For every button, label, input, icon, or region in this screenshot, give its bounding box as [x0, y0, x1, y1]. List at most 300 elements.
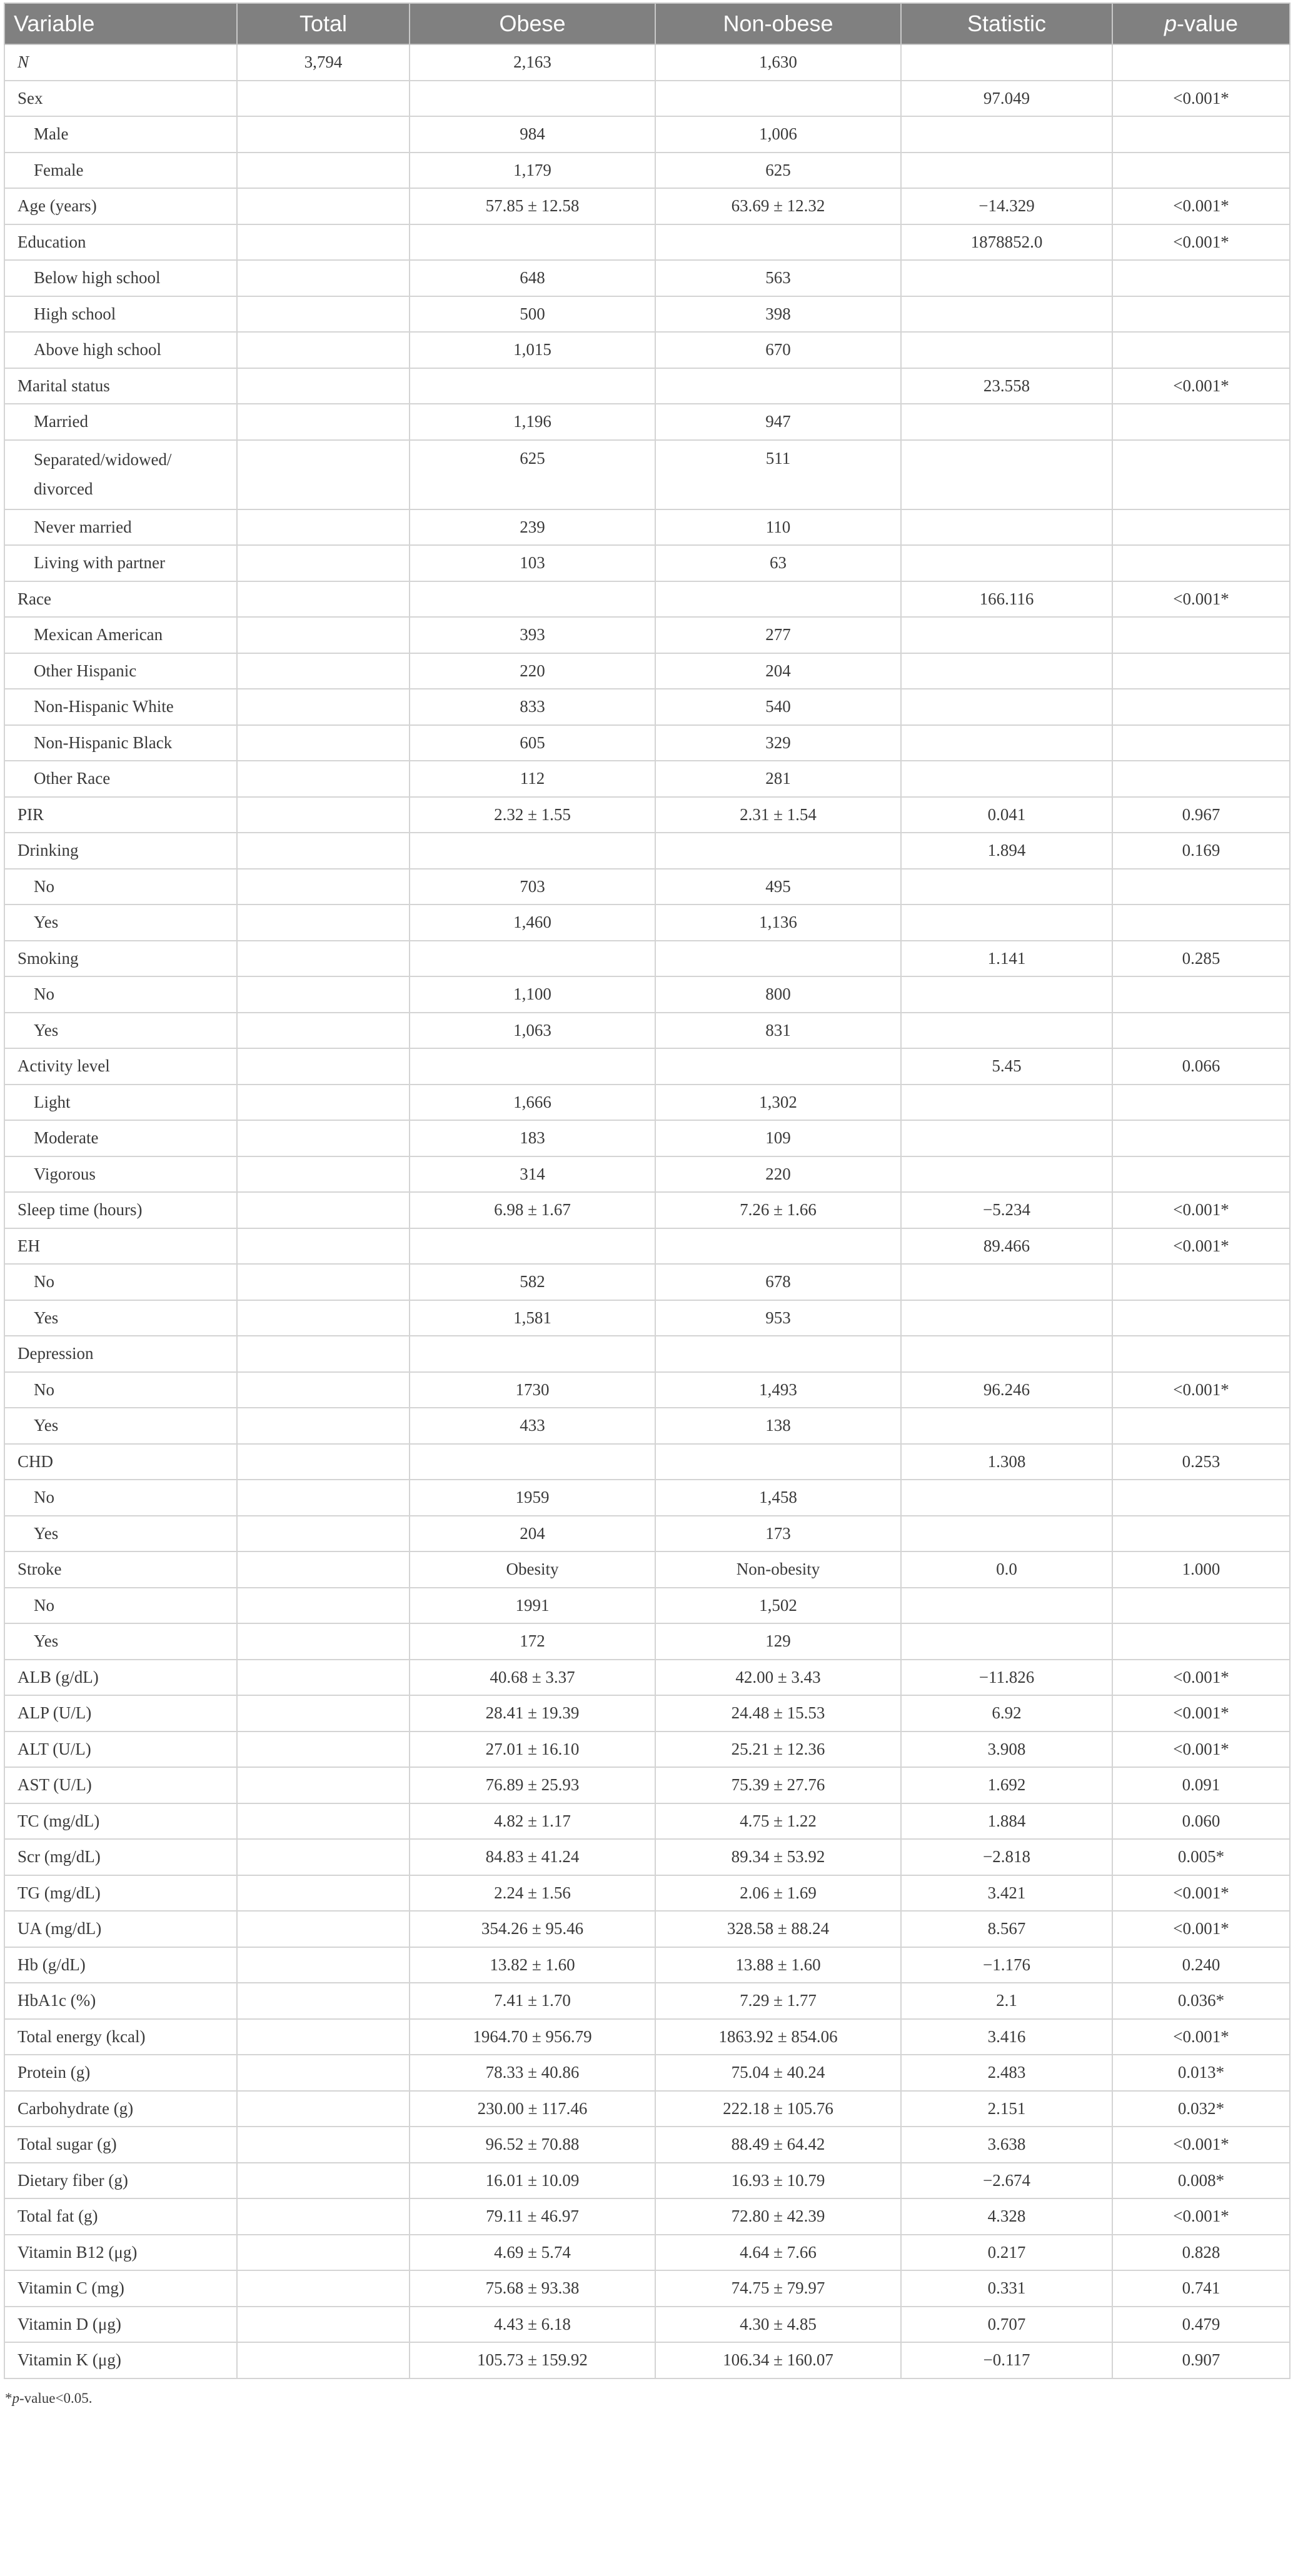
- cell-pvalue: <0.001*: [1112, 81, 1290, 117]
- table-row: [4, 2091, 1290, 2127]
- cell-statistic: 1.141: [901, 941, 1112, 977]
- cell-obese: 76.89 ± 25.93: [410, 1767, 655, 1803]
- cell-total: [237, 2091, 410, 2127]
- cell-pvalue: [1112, 404, 1290, 440]
- table-row: [4, 81, 1290, 117]
- cell-obese: 648: [410, 260, 655, 296]
- cell-nonobese: 16.93 ± 10.79: [655, 2163, 901, 2199]
- table-row: [4, 1013, 1290, 1049]
- cell-statistic: 6.92: [901, 1695, 1112, 1732]
- table-row: [4, 1695, 1290, 1732]
- cell-pvalue: <0.001*: [1112, 2198, 1290, 2235]
- cell-total: [237, 260, 410, 296]
- cell-statistic: 5.45: [901, 1048, 1112, 1085]
- cell-pvalue: 0.967: [1112, 797, 1290, 833]
- cell-variable: Total fat (g): [4, 2198, 237, 2235]
- cell-obese: [410, 1444, 655, 1480]
- cell-pvalue: [1112, 1336, 1290, 1372]
- cell-pvalue: <0.001*: [1112, 2019, 1290, 2055]
- cell-obese: 7.41 ± 1.70: [410, 1983, 655, 2019]
- table-row: [4, 1911, 1290, 1947]
- cell-total: [237, 1264, 410, 1300]
- cell-statistic: [901, 260, 1112, 296]
- table-row: [4, 1480, 1290, 1516]
- cell-total: [237, 617, 410, 653]
- cell-variable: Yes: [4, 1516, 237, 1552]
- cell-nonobese: [655, 368, 901, 404]
- cell-variable: Above high school: [4, 332, 237, 368]
- cell-total: [237, 1085, 410, 1121]
- cell-total: [237, 2307, 410, 2343]
- cell-nonobese: 670: [655, 332, 901, 368]
- cell-statistic: [901, 725, 1112, 761]
- cell-pvalue: [1112, 617, 1290, 653]
- cell-obese: 1730: [410, 1372, 655, 1408]
- cell-statistic: [901, 1013, 1112, 1049]
- cell-variable: Drinking: [4, 833, 237, 869]
- cell-nonobese: Non-obesity: [655, 1551, 901, 1588]
- cell-pvalue: <0.001*: [1112, 581, 1290, 618]
- cell-statistic: [901, 1623, 1112, 1660]
- cell-obese: 984: [410, 116, 655, 153]
- cell-pvalue: 0.066: [1112, 1048, 1290, 1085]
- cell-total: [237, 1732, 410, 1768]
- col-header-statistic: Statistic: [901, 3, 1112, 44]
- cell-nonobese: 138: [655, 1408, 901, 1444]
- cell-obese: 1991: [410, 1588, 655, 1624]
- cell-pvalue: 0.005*: [1112, 1839, 1290, 1875]
- cell-statistic: [901, 332, 1112, 368]
- cell-statistic: [901, 545, 1112, 581]
- cell-pvalue: [1112, 1516, 1290, 1552]
- cell-total: [237, 1408, 410, 1444]
- cell-pvalue: <0.001*: [1112, 368, 1290, 404]
- cell-statistic: [901, 1516, 1112, 1552]
- cell-statistic: 2.151: [901, 2091, 1112, 2127]
- cell-pvalue: 0.032*: [1112, 2091, 1290, 2127]
- cell-pvalue: [1112, 725, 1290, 761]
- col-header-total: Total: [237, 3, 410, 44]
- table-row: [4, 941, 1290, 977]
- cell-obese: 314: [410, 1156, 655, 1193]
- cell-nonobese: 495: [655, 869, 901, 905]
- cell-total: [237, 1156, 410, 1193]
- cell-obese: 204: [410, 1516, 655, 1552]
- table-row: [4, 2055, 1290, 2091]
- pvalue-suffix: -value: [1176, 11, 1239, 36]
- cell-nonobese: 1,493: [655, 1372, 901, 1408]
- cell-variable: No: [4, 1264, 237, 1300]
- cell-total: [237, 905, 410, 941]
- cell-total: [237, 2198, 410, 2235]
- cell-total: [237, 296, 410, 333]
- cell-nonobese: 540: [655, 689, 901, 725]
- cell-total: [237, 1372, 410, 1408]
- cell-total: [237, 1911, 410, 1947]
- col-header-obese: Obese: [410, 3, 655, 44]
- cell-pvalue: <0.001*: [1112, 2127, 1290, 2163]
- cell-statistic: 4.328: [901, 2198, 1112, 2235]
- table-row: [4, 2342, 1290, 2378]
- table-row: [4, 2270, 1290, 2307]
- cell-total: [237, 368, 410, 404]
- cell-statistic: [901, 1264, 1112, 1300]
- cell-total: [237, 797, 410, 833]
- cell-pvalue: 0.240: [1112, 1947, 1290, 1983]
- cell-obese: Obesity: [410, 1551, 655, 1588]
- cell-nonobese: 2.31 ± 1.54: [655, 797, 901, 833]
- cell-statistic: 1.692: [901, 1767, 1112, 1803]
- cell-variable: Total energy (kcal): [4, 2019, 237, 2055]
- table-row: [4, 833, 1290, 869]
- table-row: [4, 1336, 1290, 1372]
- cell-variable: Below high school: [4, 260, 237, 296]
- cell-variable: Dietary fiber (g): [4, 2163, 237, 2199]
- cell-pvalue: <0.001*: [1112, 1372, 1290, 1408]
- cell-obese: 1,179: [410, 153, 655, 189]
- table-body: [4, 44, 1290, 2378]
- cell-obese: [410, 941, 655, 977]
- table-row: [4, 797, 1290, 833]
- cell-obese: 40.68 ± 3.37: [410, 1660, 655, 1696]
- cell-total: [237, 1336, 410, 1372]
- cell-statistic: 89.466: [901, 1228, 1112, 1265]
- cell-nonobese: 831: [655, 1013, 901, 1049]
- cell-statistic: 1878852.0: [901, 224, 1112, 261]
- cell-nonobese: 24.48 ± 15.53: [655, 1695, 901, 1732]
- cell-statistic: [901, 1408, 1112, 1444]
- cell-obese: 220: [410, 653, 655, 689]
- cell-pvalue: [1112, 116, 1290, 153]
- cell-variable: Married: [4, 404, 237, 440]
- cell-variable: CHD: [4, 1444, 237, 1480]
- cell-obese: [410, 81, 655, 117]
- cell-variable: Other Race: [4, 761, 237, 797]
- cell-obese: 833: [410, 689, 655, 725]
- cell-variable: Yes: [4, 1300, 237, 1336]
- table-container: [4, 3, 1289, 2407]
- table-row: [4, 1264, 1290, 1300]
- cell-total: [237, 833, 410, 869]
- cell-variable: EH: [4, 1228, 237, 1265]
- cell-pvalue: 0.008*: [1112, 2163, 1290, 2199]
- table-row: [4, 332, 1290, 368]
- cell-total: [237, 332, 410, 368]
- cell-total: [237, 404, 410, 440]
- col-header-variable: Variable: [4, 3, 237, 44]
- cell-nonobese: 563: [655, 260, 901, 296]
- cell-statistic: −2.674: [901, 2163, 1112, 2199]
- cell-statistic: [901, 509, 1112, 546]
- cell-variable: Marital status: [4, 368, 237, 404]
- cell-nonobese: 1,006: [655, 116, 901, 153]
- cell-obese: 2,163: [410, 44, 655, 81]
- cell-obese: 703: [410, 869, 655, 905]
- cell-statistic: 0.0: [901, 1551, 1112, 1588]
- cell-pvalue: [1112, 689, 1290, 725]
- cell-variable: No: [4, 1588, 237, 1624]
- cell-total: [237, 869, 410, 905]
- cell-total: [237, 1767, 410, 1803]
- table-row: [4, 653, 1290, 689]
- cell-total: [237, 1192, 410, 1228]
- cell-nonobese: 1,136: [655, 905, 901, 941]
- cell-nonobese: 1863.92 ± 854.06: [655, 2019, 901, 2055]
- cell-variable: Age (years): [4, 188, 237, 224]
- cell-variable: Never married: [4, 509, 237, 546]
- table-row: [4, 404, 1290, 440]
- cell-total: [237, 509, 410, 546]
- cell-variable: Protein (g): [4, 2055, 237, 2091]
- cell-nonobese: [655, 833, 901, 869]
- cell-nonobese: 277: [655, 617, 901, 653]
- cell-pvalue: [1112, 1408, 1290, 1444]
- cell-variable: Mexican American: [4, 617, 237, 653]
- cell-pvalue: [1112, 761, 1290, 797]
- table-row: [4, 1156, 1290, 1193]
- table-row: [4, 440, 1290, 509]
- cell-pvalue: <0.001*: [1112, 1660, 1290, 1696]
- table-row: [4, 2019, 1290, 2055]
- cell-pvalue: 0.169: [1112, 833, 1290, 869]
- cell-pvalue: <0.001*: [1112, 1192, 1290, 1228]
- cell-pvalue: [1112, 1300, 1290, 1336]
- cell-statistic: −11.826: [901, 1660, 1112, 1696]
- cell-obese: [410, 368, 655, 404]
- cell-obese: [410, 1048, 655, 1085]
- cell-pvalue: [1112, 332, 1290, 368]
- cell-total: [237, 1013, 410, 1049]
- cell-variable: Carbohydrate (g): [4, 2091, 237, 2127]
- cell-variable: Yes: [4, 1013, 237, 1049]
- cell-statistic: 2.1: [901, 1983, 1112, 2019]
- cell-obese: 78.33 ± 40.86: [410, 2055, 655, 2091]
- cell-variable: ALB (g/dL): [4, 1660, 237, 1696]
- cell-obese: 4.82 ± 1.17: [410, 1803, 655, 1840]
- cell-obese: 172: [410, 1623, 655, 1660]
- cell-statistic: [901, 153, 1112, 189]
- cell-statistic: [901, 1300, 1112, 1336]
- cell-pvalue: 0.479: [1112, 2307, 1290, 2343]
- table-row: [4, 617, 1290, 653]
- cell-obese: 433: [410, 1408, 655, 1444]
- cell-nonobese: [655, 1444, 901, 1480]
- cell-pvalue: 0.013*: [1112, 2055, 1290, 2091]
- table-row: [4, 1085, 1290, 1121]
- cell-nonobese: 220: [655, 1156, 901, 1193]
- cell-pvalue: 0.285: [1112, 941, 1290, 977]
- table-row: [4, 1803, 1290, 1840]
- cell-pvalue: [1112, 1264, 1290, 1300]
- cell-variable: Male: [4, 116, 237, 153]
- footnote-star: *: [5, 2390, 13, 2406]
- cell-obese: 84.83 ± 41.24: [410, 1839, 655, 1875]
- cell-variable: [4, 44, 237, 81]
- cell-pvalue: [1112, 296, 1290, 333]
- cell-nonobese: 13.88 ± 1.60: [655, 1947, 901, 1983]
- cell-pvalue: <0.001*: [1112, 188, 1290, 224]
- cell-statistic: 3.908: [901, 1732, 1112, 1768]
- cell-nonobese: 4.75 ± 1.22: [655, 1803, 901, 1840]
- cell-pvalue: [1112, 1480, 1290, 1516]
- cell-statistic: 3.638: [901, 2127, 1112, 2163]
- cell-obese: [410, 1228, 655, 1265]
- cell-statistic: [901, 44, 1112, 81]
- cell-pvalue: [1112, 1085, 1290, 1121]
- cell-total: [237, 2270, 410, 2307]
- footnote-rest: -value<0.05.: [19, 2390, 93, 2406]
- table-row: [4, 1192, 1290, 1228]
- table-row: [4, 1839, 1290, 1875]
- cell-nonobese: 173: [655, 1516, 901, 1552]
- footnote: [4, 2390, 1289, 2407]
- cell-statistic: 166.116: [901, 581, 1112, 618]
- cell-variable: TC (mg/dL): [4, 1803, 237, 1840]
- table-row: [4, 224, 1290, 261]
- cell-nonobese: 7.26 ± 1.66: [655, 1192, 901, 1228]
- cell-pvalue: <0.001*: [1112, 1228, 1290, 1265]
- cell-variable: Sleep time (hours): [4, 1192, 237, 1228]
- cell-nonobese: 1,502: [655, 1588, 901, 1624]
- cell-statistic: [901, 617, 1112, 653]
- cell-total: [237, 81, 410, 117]
- cell-total: [237, 224, 410, 261]
- table-row: [4, 153, 1290, 189]
- cell-obese: 393: [410, 617, 655, 653]
- cell-nonobese: 1,458: [655, 1480, 901, 1516]
- cell-statistic: −2.818: [901, 1839, 1112, 1875]
- table-row: [4, 1660, 1290, 1696]
- cell-nonobese: [655, 941, 901, 977]
- cell-statistic: [901, 116, 1112, 153]
- cell-total: [237, 941, 410, 977]
- cell-statistic: 1.894: [901, 833, 1112, 869]
- cell-total: [237, 153, 410, 189]
- cell-variable: Stroke: [4, 1551, 237, 1588]
- table-row: [4, 260, 1290, 296]
- cell-statistic: 1.308: [901, 1444, 1112, 1480]
- table-row: [4, 1444, 1290, 1480]
- cell-obese: 2.32 ± 1.55: [410, 797, 655, 833]
- cell-total: [237, 1444, 410, 1480]
- cell-statistic: 23.558: [901, 368, 1112, 404]
- cell-statistic: 96.246: [901, 1372, 1112, 1408]
- cell-statistic: 2.483: [901, 2055, 1112, 2091]
- table-row: [4, 1408, 1290, 1444]
- cell-total: [237, 653, 410, 689]
- cell-variable: Race: [4, 581, 237, 618]
- cell-statistic: [901, 404, 1112, 440]
- cell-obese: 105.73 ± 159.92: [410, 2342, 655, 2378]
- cell-pvalue: 0.060: [1112, 1803, 1290, 1840]
- cell-nonobese: 63.69 ± 12.32: [655, 188, 901, 224]
- cell-statistic: [901, 1480, 1112, 1516]
- table-row: [4, 1516, 1290, 1552]
- cell-pvalue: 1.000: [1112, 1551, 1290, 1588]
- cell-variable: Vitamin C (mg): [4, 2270, 237, 2307]
- cell-nonobese: [655, 1336, 901, 1372]
- cell-obese: 6.98 ± 1.67: [410, 1192, 655, 1228]
- table-row: [4, 1983, 1290, 2019]
- cell-total: [237, 976, 410, 1013]
- cell-nonobese: 328.58 ± 88.24: [655, 1911, 901, 1947]
- cell-obese: 1,015: [410, 332, 655, 368]
- cell-variable: No: [4, 1372, 237, 1408]
- table-row: [4, 1947, 1290, 1983]
- table-row: [4, 2235, 1290, 2271]
- pvalue-italic-p: p: [1164, 11, 1177, 36]
- cell-total: [237, 1623, 410, 1660]
- cell-statistic: [901, 1336, 1112, 1372]
- cell-variable-text: N: [18, 53, 29, 72]
- cell-obese: 605: [410, 725, 655, 761]
- cell-nonobese: 511: [655, 440, 901, 509]
- table-row: [4, 188, 1290, 224]
- cell-total: [237, 1048, 410, 1085]
- cell-pvalue: [1112, 1013, 1290, 1049]
- cell-pvalue: <0.001*: [1112, 1911, 1290, 1947]
- cell-variable: Vitamin B12 (μg): [4, 2235, 237, 2271]
- cell-total: [237, 2342, 410, 2378]
- cell-obese: 2.24 ± 1.56: [410, 1875, 655, 1912]
- cell-total: [237, 1947, 410, 1983]
- cell-statistic: [901, 1588, 1112, 1624]
- cell-total: [237, 1839, 410, 1875]
- cell-obese: 79.11 ± 46.97: [410, 2198, 655, 2235]
- cell-statistic: −5.234: [901, 1192, 1112, 1228]
- cell-nonobese: 625: [655, 153, 901, 189]
- cell-variable: No: [4, 976, 237, 1013]
- cell-total: [237, 188, 410, 224]
- cell-obese: 103: [410, 545, 655, 581]
- cell-pvalue: [1112, 653, 1290, 689]
- cell-total: [237, 1803, 410, 1840]
- cell-variable: ALP (U/L): [4, 1695, 237, 1732]
- cell-nonobese: 110: [655, 509, 901, 546]
- cell-pvalue: [1112, 44, 1290, 81]
- cell-statistic: 97.049: [901, 81, 1112, 117]
- cell-total: [237, 725, 410, 761]
- cell-obese: [410, 581, 655, 618]
- cell-total: [237, 1875, 410, 1912]
- table-row: [4, 1623, 1290, 1660]
- cell-total: [237, 581, 410, 618]
- cell-statistic: [901, 976, 1112, 1013]
- cell-total: [237, 1228, 410, 1265]
- cell-total: [237, 761, 410, 797]
- cell-obese: 1,196: [410, 404, 655, 440]
- cell-nonobese: 1,630: [655, 44, 901, 81]
- cell-statistic: 3.421: [901, 1875, 1112, 1912]
- cell-pvalue: [1112, 1120, 1290, 1156]
- cell-variable: UA (mg/dL): [4, 1911, 237, 1947]
- cell-pvalue: [1112, 509, 1290, 546]
- cell-nonobese: 75.04 ± 40.24: [655, 2055, 901, 2091]
- cell-variable: TG (mg/dL): [4, 1875, 237, 1912]
- cell-obese: 1,100: [410, 976, 655, 1013]
- cell-obese: [410, 833, 655, 869]
- cell-obese: 354.26 ± 95.46: [410, 1911, 655, 1947]
- cell-obese: 625: [410, 440, 655, 509]
- table-row: [4, 509, 1290, 546]
- cell-statistic: 0.331: [901, 2270, 1112, 2307]
- cell-variable: Separated/widowed/ divorced: [4, 440, 237, 509]
- cell-statistic: [901, 689, 1112, 725]
- table-row: [4, 1048, 1290, 1085]
- table-row: [4, 1120, 1290, 1156]
- cell-variable: Scr (mg/dL): [4, 1839, 237, 1875]
- cell-nonobese: 222.18 ± 105.76: [655, 2091, 901, 2127]
